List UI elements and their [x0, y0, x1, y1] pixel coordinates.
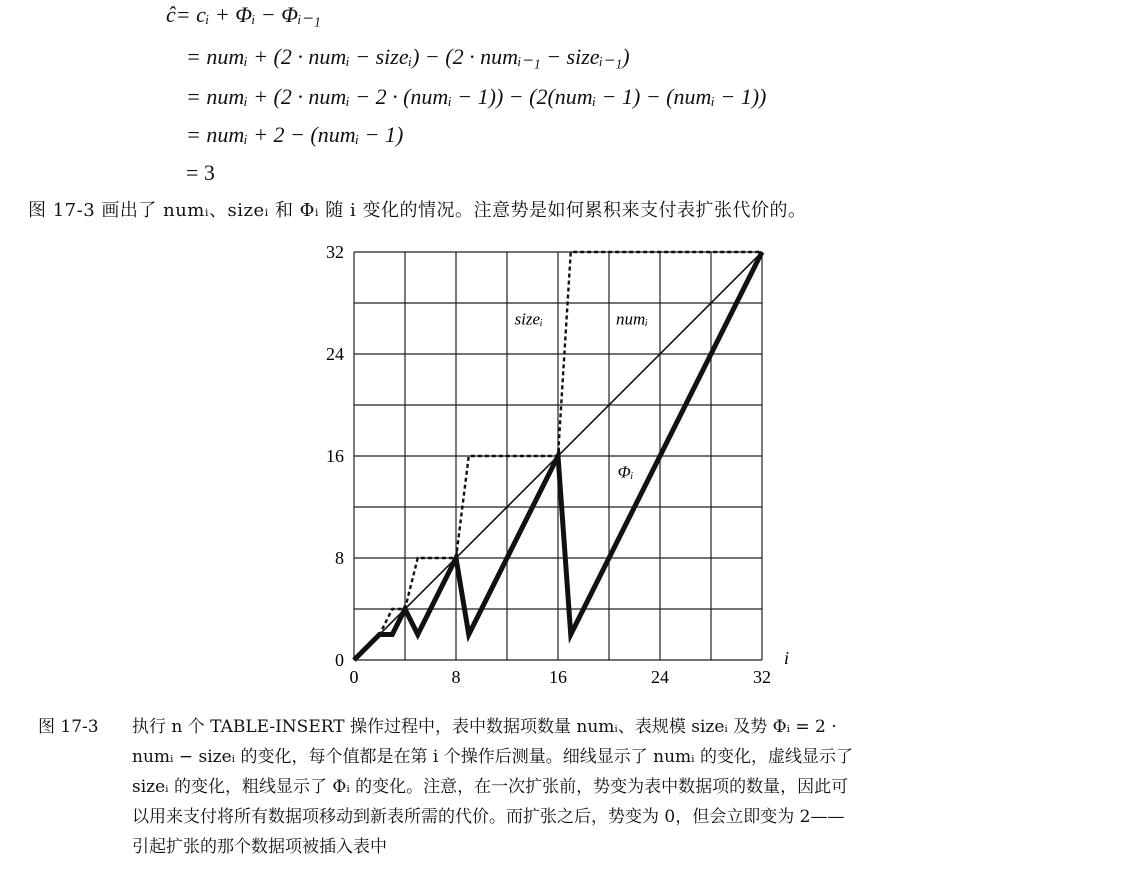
- x-tick-label: 0: [349, 667, 359, 687]
- y-tick-label: 16: [326, 446, 344, 466]
- caption-line: 引起扩张的那个数据项被插入表中: [132, 837, 387, 857]
- caption-label: 图 17-3: [38, 717, 99, 737]
- caption-line: 以用来支付将所有数据项移动到新表所需的代价。而扩张之后，势变为 0，但会立即变为 2——: [132, 807, 845, 827]
- x-axis-label: i: [784, 648, 790, 668]
- equation-line-3: = numᵢ + (2 · numᵢ − 2 · (numᵢ − 1)) − (2(numᵢ − 1) − (numᵢ − 1)): [186, 84, 767, 109]
- caption-line: 执行 n 个 TABLE-INSERT 操作过程中，表中数据项数量 numᵢ、表规模 sizeᵢ 及势 Φᵢ = 2 ·: [132, 717, 837, 737]
- equation-1-text: = cᵢ + Φᵢ − Φᵢ₋₁: [175, 2, 321, 27]
- y-tick-label: 32: [326, 242, 344, 262]
- amortized-cost-symbol: ĉ: [166, 2, 176, 27]
- caption-body: [132, 712, 1092, 862]
- lead-paragraph: 图 17-3 画出了 numᵢ、sizeᵢ 和 Φᵢ 随 i 变化的情况。注意势是如何累积来支付表扩张代价的。: [28, 200, 807, 221]
- series-label: numᵢ: [615, 309, 648, 329]
- equation-line-4: = numᵢ + 2 − (numᵢ − 1): [186, 122, 404, 147]
- equation-line-2: = numᵢ + (2 · numᵢ − sizeᵢ) − (2 · numᵢ₋₁ − sizeᵢ₋₁): [186, 44, 630, 69]
- x-tick-label: 8: [451, 667, 461, 687]
- equation-line-1: [166, 2, 321, 28]
- caption-line: numᵢ − sizeᵢ 的变化，每个值都是在第 i 个操作后测量。细线显示了 numᵢ 的变化，虚线显示了: [132, 747, 853, 767]
- x-tick-label: 24: [651, 667, 669, 687]
- y-tick-label: 8: [335, 548, 344, 568]
- y-tick-label: 24: [326, 344, 344, 364]
- equation-line-5: = 3: [186, 160, 215, 185]
- caption-line: sizeᵢ 的变化，粗线显示了 Φᵢ 的变化。注意，在一次扩张前，势变为表中数据项的数量，因此可: [132, 777, 849, 797]
- series-label: Φᵢ: [617, 462, 634, 482]
- series-label: sizeᵢ: [514, 309, 543, 329]
- figure-17-3-chart: [320, 236, 800, 696]
- x-tick-label: 16: [549, 667, 567, 687]
- x-tick-label: 32: [753, 667, 771, 687]
- y-tick-label: 0: [335, 650, 344, 670]
